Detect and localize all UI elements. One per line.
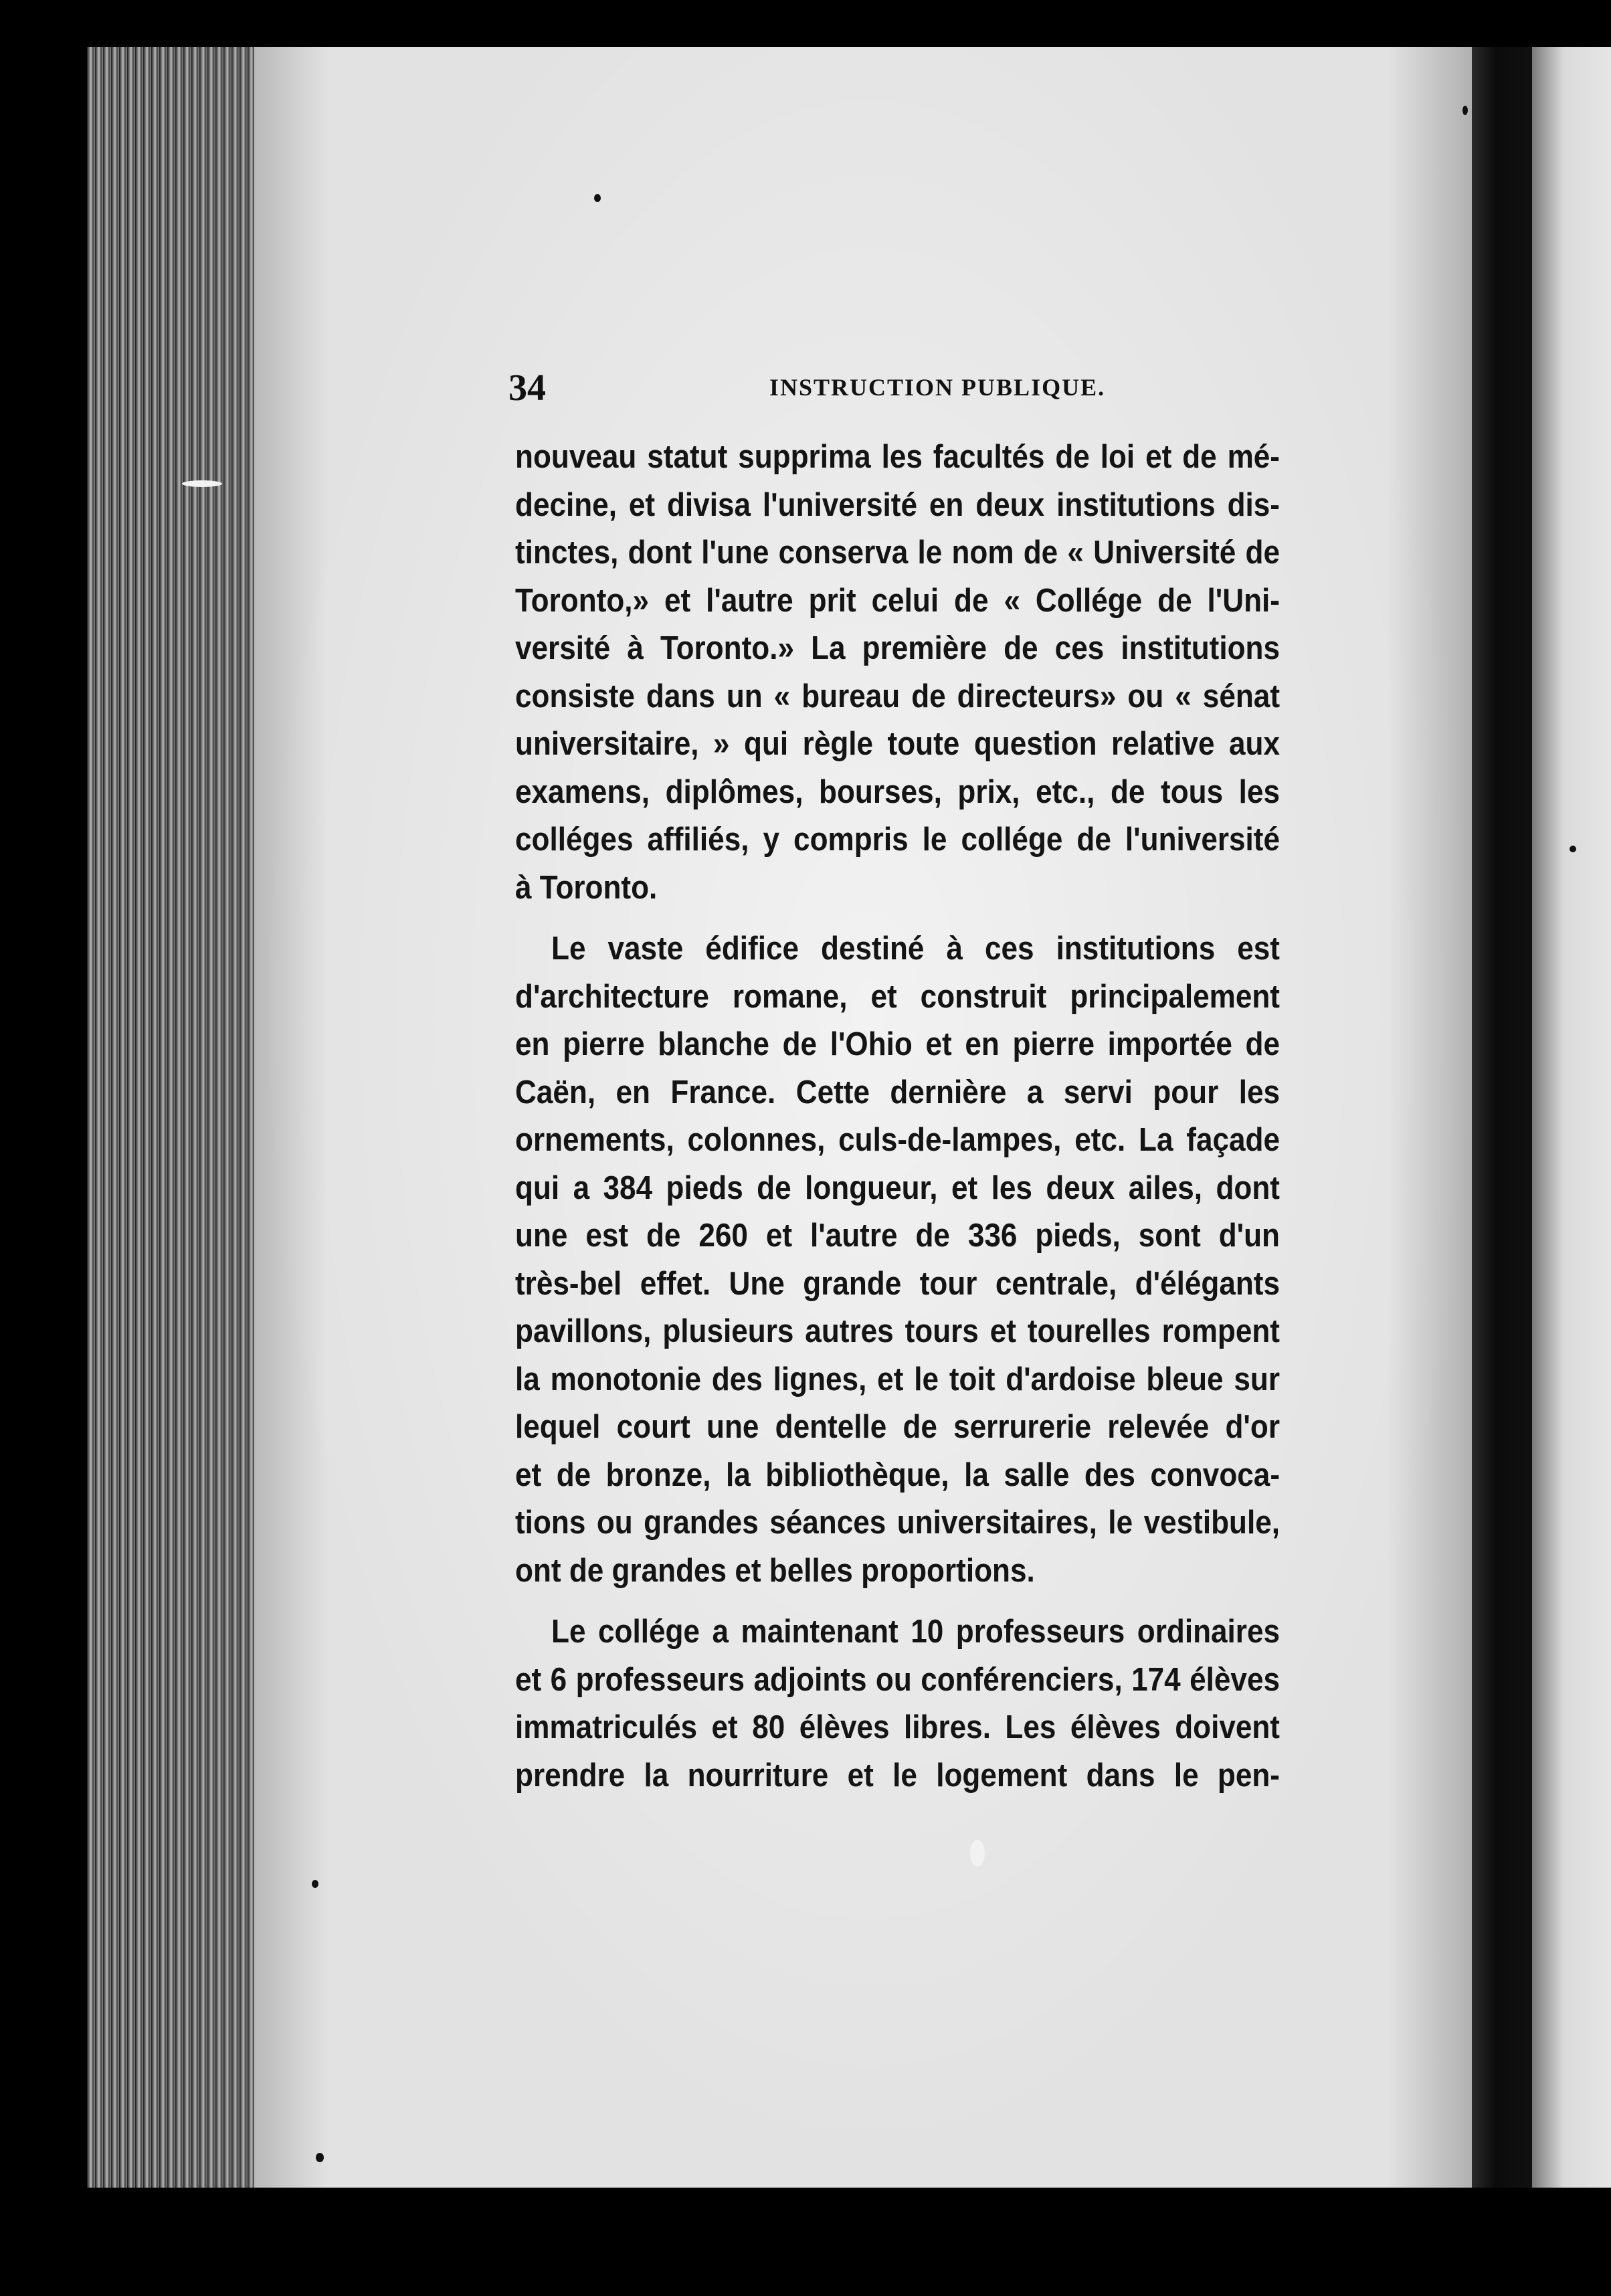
text-line: pavillons, plusieurs autres tours et tourelles rompent xyxy=(515,1313,1280,1349)
text-line: qui a 384 pieds de longueur, et les deux ailes, dont xyxy=(515,1169,1280,1206)
book-gutter xyxy=(1472,47,1532,2188)
text-line: Le vaste édifice destiné à ces institutions est xyxy=(551,931,1280,967)
text-line: d'architecture romane, et construit principalement xyxy=(515,978,1280,1015)
facing-page-edge xyxy=(1532,47,1611,2188)
text-line: prendre la nourriture et le logement dans le pen- xyxy=(515,1757,1280,1794)
page-number: 34 xyxy=(508,367,546,409)
running-head: INSTRUCTION PUBLIQUE. xyxy=(769,374,1106,401)
text-line: tions ou grandes séances universitaires, le vestibule, xyxy=(515,1505,1280,1541)
text-line: consiste dans un « bureau de directeurs» ou « sénat xyxy=(515,678,1280,714)
page-stack-edges xyxy=(87,47,268,2188)
text-line: universitaire, » qui règle toute question relative aux xyxy=(515,726,1280,762)
scan-speck xyxy=(312,1880,318,1888)
text-line: et de bronze, la bibliothèque, la salle des convoca- xyxy=(515,1456,1280,1493)
paragraph-1 xyxy=(515,434,1280,912)
scan-speck xyxy=(594,194,601,202)
scan-speck xyxy=(970,1840,985,1867)
text-line: lequel court une dentelle de serrurerie relevée d'or xyxy=(515,1409,1280,1445)
text-line: une est de 260 et l'autre de 336 pieds, sont d'un xyxy=(515,1218,1280,1254)
scan-speck xyxy=(182,480,222,487)
body-text xyxy=(515,434,1280,1800)
text-line: nouveau statut supprima les facultés de loi et de mé- xyxy=(515,439,1280,475)
text-line: très-bel effet. Une grande tour centrale, d'élégants xyxy=(515,1265,1280,1302)
text-line: Le collége a maintenant 10 professeurs ordinaires xyxy=(551,1614,1280,1650)
text-line: ont de grandes et belles proportions. xyxy=(515,1552,1035,1589)
text-line: examens, diplômes, bourses, prix, etc., de tous les xyxy=(515,773,1280,810)
text-line: colléges affiliés, y compris le collége de l'université xyxy=(515,822,1280,858)
scan-speck xyxy=(1462,106,1468,115)
scan-speck xyxy=(316,2153,324,2162)
text-line: tinctes, dont l'une conserva le nom de « Université de xyxy=(515,535,1280,571)
scan-speck xyxy=(1570,846,1576,852)
text-line: à Toronto. xyxy=(515,869,658,906)
text-line: en pierre blanche de l'Ohio et en pierre importée de xyxy=(515,1026,1280,1062)
text-line: immatriculés et 80 élèves libres. Les élèves doivent xyxy=(515,1709,1280,1745)
text-line: versité à Toronto.» La première de ces institutions xyxy=(515,630,1280,666)
text-line: Caën, en France. Cette dernière a servi pour les xyxy=(515,1074,1280,1111)
text-line: decine, et divisa l'université en deux institutions dis- xyxy=(515,486,1280,523)
text-line: et 6 professeurs adjoints ou conférenciers, 174 élèves xyxy=(515,1661,1280,1698)
text-line: la monotonie des lignes, et le toit d'ardoise bleue sur xyxy=(515,1361,1280,1398)
paragraph-3 xyxy=(515,1608,1280,1800)
page-header xyxy=(508,367,1371,420)
paragraph-2 xyxy=(515,925,1280,1595)
text-line: ornements, colonnes, culs-de-lampes, etc. La façade xyxy=(515,1122,1280,1158)
text-line: Toronto,» et l'autre prit celui de « Collége de l'Uni- xyxy=(515,582,1280,619)
